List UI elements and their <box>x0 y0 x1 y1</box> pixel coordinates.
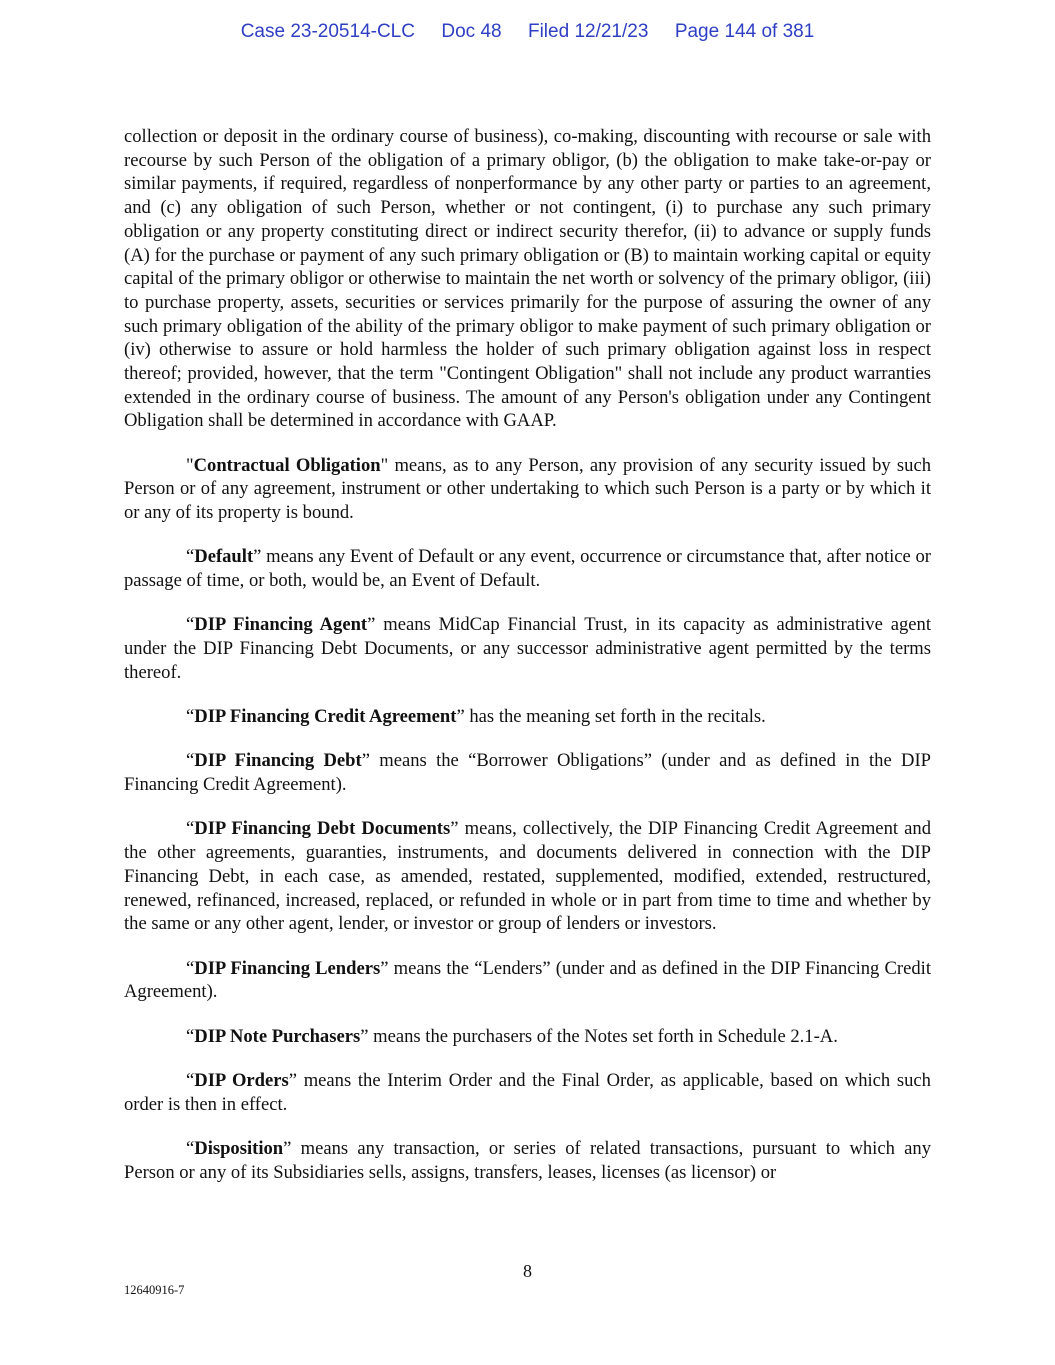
definition-text: has the meaning set forth in the recitals. <box>464 706 766 728</box>
definition-text: means the purchasers of the Notes set forth in Schedule 2.1-A. <box>368 1025 838 1047</box>
defined-term: Contractual Obligation <box>193 454 381 476</box>
page-number: 8 <box>523 1261 532 1281</box>
definition-text: means the Interim Order and the Final Order, as applicable, based on which such order is then in effect. <box>124 1069 931 1115</box>
defined-term: DIP Financing Credit Agreement <box>194 706 457 728</box>
case-number: Case 23-20514-CLC <box>240 21 415 42</box>
definition-text: means any Event of Default or any event, occurrence or circumstance that, after notice or passage of time, or both, would be, an Event of Default. <box>124 546 931 592</box>
definition-dip-note-purchasers: “DIP Note Purchasers” means the purchasers of the Notes set forth in Schedule 2.1-A. <box>186 1025 838 1047</box>
definition-text: means, collectively, the DIP Financing Credit Agreement and the other agreements, guaranties, instruments, and documents delivered in connection with the DIP Financing Debt, in each case, as amended, restated, supplemented, modified, extended, restructured, renewed, refinanced, increased, replaced, or refunded in whole or in part from time to time and whether by the same or any other agent, lender, or investor or group of lenders or investors. <box>124 818 931 935</box>
page-of-total: Page 144 of 381 <box>674 21 815 42</box>
definition-text: means the “Lenders” (under and as defined in the DIP Financing Credit Agreement). <box>124 957 931 1003</box>
defined-term: DIP Note Purchasers <box>194 1025 361 1047</box>
definition-contractual-obligation: "Contractual Obligation" means, as to any Person, any provision of any security issued by such Person or of any agreement, instrument or other undertaking to which such Person is a party or by which it or any of its property is bound. <box>124 454 931 524</box>
defined-term: DIP Financing Agent <box>194 614 368 636</box>
definition-dip-financing-debt: “DIP Financing Debt” means the “Borrower Obligations” (under and as defined in the DIP Financing Credit Agreement). <box>124 750 931 796</box>
court-filing-header <box>0 21 1055 43</box>
definition-text: means MidCap Financial Trust, in its capacity as administrative agent under the DIP Financing Debt Documents, or any successor administrative agent permitted by the terms thereof. <box>124 614 931 683</box>
document-id: 12640916-7 <box>124 1283 185 1297</box>
defined-term: Default <box>194 546 254 568</box>
paragraph-continuation <box>124 125 931 433</box>
defined-term: Disposition <box>194 1137 284 1159</box>
definition-dip-financing-debt-documents: “DIP Financing Debt Documents” means, collectively, the DIP Financing Credit Agreement and the other agreements, guaranties, instruments, and documents delivered in connection with the DIP Financing Debt, in each case, as amended, restated, supplemented, modified, extended, restructured, renewed, refinanced, increased, replaced, or refunded in whole or in part from time to time and whether by the same or any other agent, lender, or investor or group of lenders or investors. <box>124 818 931 935</box>
definition-text: means, as to any Person, any provision of any security issued by such Person or of any agreement, instrument or other undertaking to which such Person is a party or by which it or any of its property is bound. <box>124 454 931 524</box>
definition-default: “Default” means any Event of Default or any event, occurrence or circumstance that, after notice or passage of time, or both, would be, an Event of Default. <box>124 546 931 592</box>
paragraph-text: collection or deposit in the ordinary course of business), co-making, discounting with recourse or sale with recourse by such Person of the obligation of a primary obligor, (b) the obligation to make take-or-pay or similar payments, if required, regardless of nonperformance by any other party or parties to an agreement, and (c) any obligation of such Person, whether or not contingent, (i) to purchase any such primary obligation or any property constituting direct or indirect security therefor, (ii) to advance or supply funds (A) for the purchase or payment of any such primary obligation or (B) to maintain working capital or equity capital of the primary obligor or otherwise to maintain the net worth or solvency of the primary obligor, (iii) to purchase property, assets, securities or services primarily for the purpose of assuring the owner of any such primary obligation of the ability of the primary obligor to make payment of such primary obligation or (iv) otherwise to assure or hold harmless the holder of such primary obligation against loss in respect thereof; provided, however, that the term "Contingent Obligation" shall not include any product warranties extended in the ordinary course of business. The amount of any Person's obligation under any Contingent Obligation shall be determined in accordance with GAAP. <box>124 126 931 432</box>
defined-term: DIP Financing Debt <box>194 750 362 772</box>
defined-term: DIP Financing Lenders <box>194 957 381 979</box>
definition-text: means the “Borrower Obligations” (under and as defined in the DIP Financing Credit Agreement). <box>124 750 931 796</box>
definition-dip-financing-credit-agreement: “DIP Financing Credit Agreement” has the meaning set forth in the recitals. <box>186 706 766 728</box>
doc-number: Doc 48 <box>441 21 502 42</box>
definition-disposition: “Disposition” means any transaction, or series of related transactions, pursuant to which any Person or any of its Subsidiaries sells, assigns, transfers, leases, licenses (as licensor) or <box>124 1137 931 1183</box>
definition-dip-financing-lenders: “DIP Financing Lenders” means the “Lenders” (under and as defined in the DIP Financing Credit Agreement). <box>124 957 931 1003</box>
body-text <box>124 125 931 1205</box>
defined-term: DIP Orders <box>194 1069 289 1091</box>
filed-date: Filed 12/21/23 <box>527 21 649 42</box>
definition-text: means any transaction, or series of related transactions, pursuant to which any Person or any of its Subsidiaries sells, assigns, transfers, leases, licenses (as licensor) or <box>124 1137 931 1183</box>
definition-dip-financing-agent: “DIP Financing Agent” means MidCap Financial Trust, in its capacity as administrative agent under the DIP Financing Debt Documents, or any successor administrative agent permitted by the terms thereof. <box>124 614 931 683</box>
definition-dip-orders: “DIP Orders” means the Interim Order and the Final Order, as applicable, based on which such order is then in effect. <box>124 1069 931 1115</box>
defined-term: DIP Financing Debt Documents <box>194 818 451 840</box>
